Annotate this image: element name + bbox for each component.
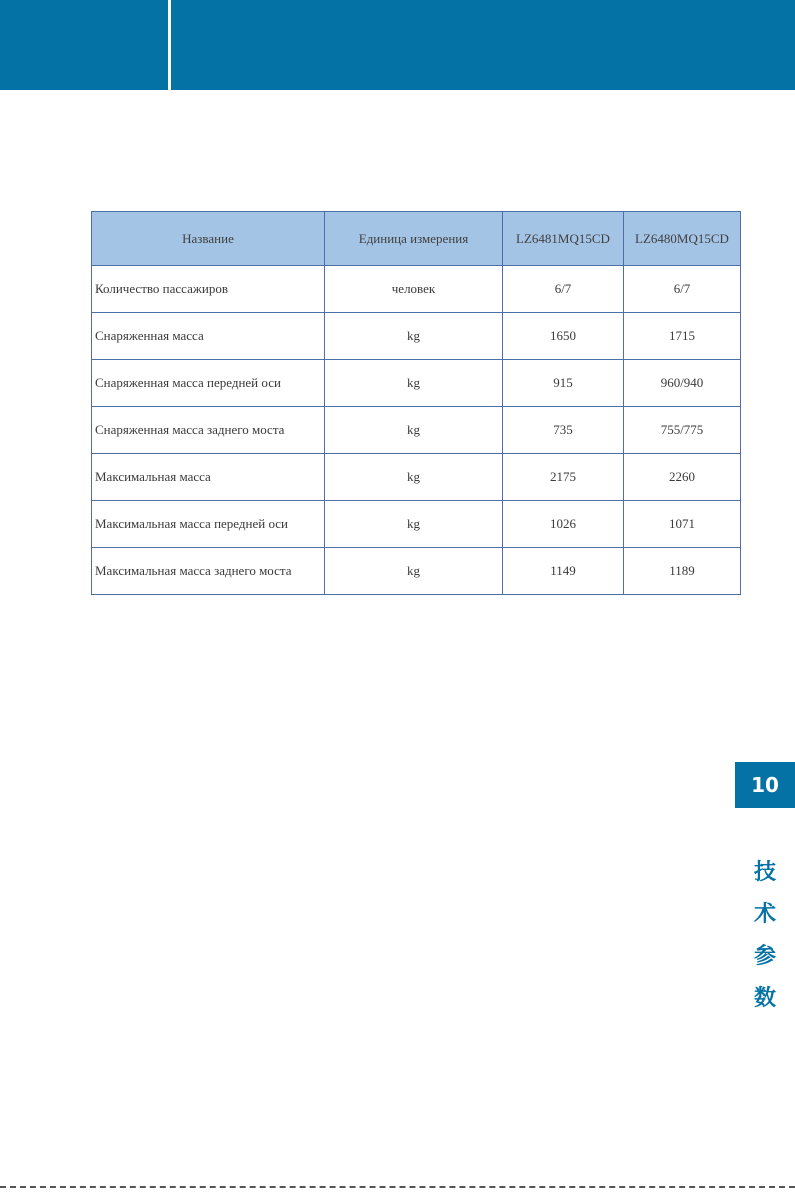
specifications-table — [91, 211, 741, 595]
row-model-2-cell: 755/775 — [624, 407, 741, 454]
row-name-cell: Снаряженная масса заднего моста — [92, 407, 325, 454]
chapter-title-char: 参 — [753, 944, 776, 969]
column-header-model-1: LZ6481MQ15CD — [503, 212, 624, 266]
row-name-cell: Снаряженная масса передней оси — [92, 360, 325, 407]
chapter-title — [740, 852, 790, 1020]
row-model-2-cell: 960/940 — [624, 360, 741, 407]
chapter-title-char: 术 — [753, 902, 776, 927]
row-unit-cell: kg — [325, 313, 503, 360]
header-divider — [168, 0, 171, 90]
row-unit-cell: человек — [325, 266, 503, 313]
row-name-cell: Максимальная масса передней оси — [92, 501, 325, 548]
column-header-unit: Единица измерения — [325, 212, 503, 266]
row-model-2-cell: 1071 — [624, 501, 741, 548]
row-unit-cell: kg — [325, 407, 503, 454]
header-bar — [0, 0, 795, 90]
row-model-1-cell: 1650 — [503, 313, 624, 360]
row-unit-cell: kg — [325, 454, 503, 501]
table-row — [92, 407, 741, 454]
table-row — [92, 313, 741, 360]
row-model-1-cell: 6/7 — [503, 266, 624, 313]
chapter-number-badge: 10 — [735, 762, 795, 808]
column-header-name: Название — [92, 212, 325, 266]
row-model-2-cell: 6/7 — [624, 266, 741, 313]
row-model-1-cell: 915 — [503, 360, 624, 407]
chapter-title-char: 技 — [753, 860, 776, 885]
row-model-2-cell: 1715 — [624, 313, 741, 360]
row-model-2-cell: 1189 — [624, 548, 741, 595]
row-name-cell: Максимальная масса — [92, 454, 325, 501]
table-row — [92, 360, 741, 407]
row-name-cell: Количество пассажиров — [92, 266, 325, 313]
column-header-model-2: LZ6480MQ15CD — [624, 212, 741, 266]
row-model-2-cell: 2260 — [624, 454, 741, 501]
row-unit-cell: kg — [325, 548, 503, 595]
table-header-row — [92, 212, 741, 266]
row-unit-cell: kg — [325, 360, 503, 407]
row-model-1-cell: 735 — [503, 407, 624, 454]
table-row — [92, 454, 741, 501]
table-row — [92, 501, 741, 548]
page-bottom-rule — [0, 1186, 795, 1188]
row-model-1-cell: 2175 — [503, 454, 624, 501]
chapter-title-char: 数 — [753, 986, 776, 1011]
row-unit-cell: kg — [325, 501, 503, 548]
table-row — [92, 266, 741, 313]
table-row — [92, 548, 741, 595]
row-model-1-cell: 1026 — [503, 501, 624, 548]
row-name-cell: Максимальная масса заднего моста — [92, 548, 325, 595]
row-model-1-cell: 1149 — [503, 548, 624, 595]
row-name-cell: Снаряженная масса — [92, 313, 325, 360]
